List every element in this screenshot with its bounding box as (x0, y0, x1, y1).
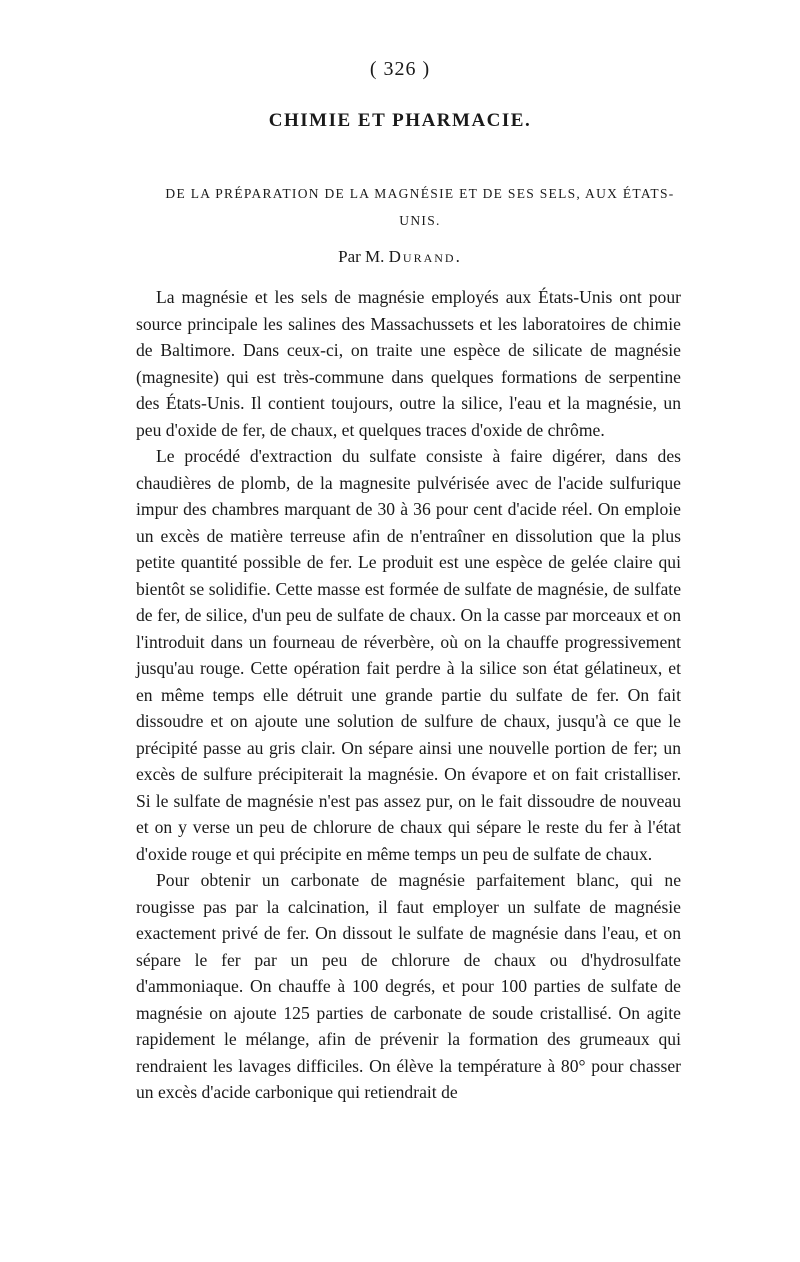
paragraph: Le procédé d'extraction du sulfate consiste à faire digérer, dans des chaudières de plomb, de la magnesite pulvérisée avec de l'acide sulfurique impur des chambres marquant de 30 à 36 pour cent d'acide réel. On emploie un excès de matière terreuse afin de n'entraîner en dissolution que la plus petite quantité possible de fer. Le produit est une espèce de gelée claire qui bientôt se solidifie. Cette masse est formée de sulfate de magnésie, de sulfate de fer, de silice, d'un peu de sulfate de chaux. On la casse par morceaux et on l'introduit dans un fourneau de réverbère, où on la chauffe progressivement jusqu'au rouge. Cette opération fait perdre à la silice son état gélatineux, et en même temps elle détruit une grande partie du sulfate de fer. On fait dissoudre et on ajoute une solution de sulfure de chaux, jusqu'à ce que le précipité passe au gris clair. On sépare ainsi une nouvelle portion de fer; un excès de sulfure précipiterait la magnésie. On évapore et on fait cristalliser. Si le sulfate de magnésie n'est pas assez pur, on le fait dissoudre de nouveau et on y verse un peu de chlorure de chaux qui sépare le reste du fer à l'état d'oxide rouge et qui précipite en même temps un peu de sulfate de chaux. (136, 446, 681, 864)
article-body (136, 284, 681, 1106)
author-name: Durand. (388, 247, 462, 266)
paragraph: La magnésie et les sels de magnésie employés aux États-Unis ont pour source principale les salines des Massachussets et les laboratoires de chimie de Baltimore. Dans ceux-ci, on traite une espèce de silicate de magnésie (magnesite) qui est très-commune dans quelques formations de serpentine des États-Unis. Il contient toujours, outre la silice, l'eau et la magnésie, un peu d'oxide de fer, de chaux, et quelques traces d'oxide de chrôme. (136, 287, 681, 440)
page-number: ( 326 ) (369, 58, 431, 80)
section-title: CHIMIE ET PHARMACIE. (268, 110, 532, 131)
author-line (0, 247, 800, 267)
article-title: DE LA PRÉPARATION DE LA MAGNÉSIE ET DE SES SELS, AUX ÉTATS-UNIS. (165, 186, 675, 228)
paragraph: Pour obtenir un carbonate de magnésie parfaitement blanc, qui ne rougisse pas par la calcination, il faut employer un sulfate de magnésie exactement privé de fer. On dissout le sulfate de magnésie dans l'eau, et on sépare le fer par un peu de chlorure de chaux ou d'hydrosulfate d'ammoniaque. On chauffe à 100 degrés, et pour 100 parties de sulfate de magnésie on ajoute 125 parties de carbonate de soude cristallisé. On agite rapidement le mélange, afin de prévenir la formation des grumeaux qui rendraient les lavages difficiles. On élève la température à 80° pour chasser un excès d'acide carbonique qui retiendrait de (136, 870, 681, 1102)
author-prefix: Par M. (338, 247, 385, 266)
